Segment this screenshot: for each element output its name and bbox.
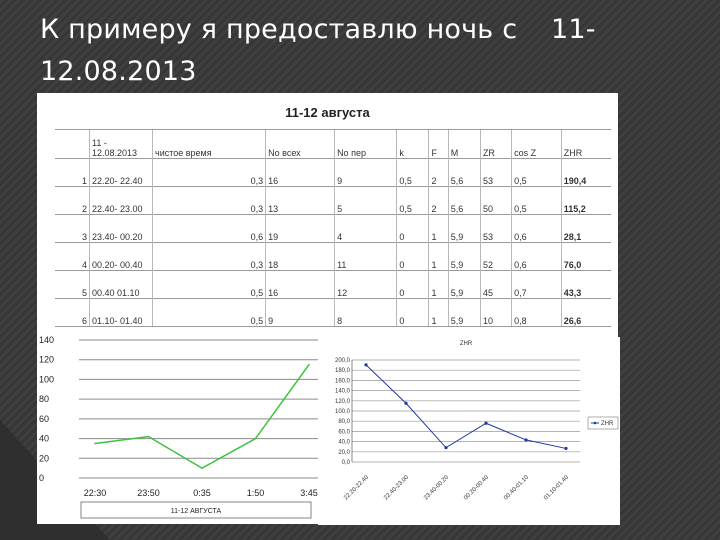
green-line-chart [37, 330, 328, 524]
table-cell: 0,3 [153, 187, 266, 215]
x-tick-label: 01.10-01.40 [543, 474, 571, 502]
table-cell: 5,9 [448, 271, 480, 299]
x-tick-label: 22.20-22.40 [343, 474, 371, 502]
table-cell: 53 [480, 215, 511, 243]
table-cell: 0,5 [512, 187, 562, 215]
table-cell: 1 [429, 271, 448, 299]
x-tick-label: 23.40-00.20 [423, 474, 451, 502]
slide-title-line1: К примеру я предоставлю ночь с [40, 14, 518, 45]
table-cell: 45 [480, 271, 511, 299]
table-header-row [55, 130, 611, 159]
table-header-cell [55, 130, 90, 159]
x-tick-label: 3:45 [300, 488, 318, 498]
table-header-cell: 11 - 12.08.2013 [90, 130, 153, 159]
x-tick-label: 22:30 [83, 488, 107, 498]
table-cell: 2 [55, 187, 90, 215]
table-cell: 1 [55, 159, 90, 187]
table-cell: 76,0 [561, 243, 611, 271]
y-tick-label: 140 [39, 335, 55, 345]
table-cell: 53 [480, 159, 511, 187]
table-cell: 00.20- 00.40 [90, 243, 153, 271]
slide-title-right: 11- [551, 14, 596, 45]
table-cell: 0 [397, 215, 429, 243]
table-cell: 52 [480, 243, 511, 271]
data-point [308, 364, 310, 366]
x-tick-label: 00.40-01.10 [503, 474, 531, 502]
table-row [55, 271, 611, 299]
table-cell: 5,9 [448, 243, 480, 271]
y-tick-label: 60,0 [338, 429, 350, 436]
table-cell: 01.10- 01.40 [90, 299, 153, 327]
y-tick-label: 180,0 [334, 368, 350, 375]
y-tick-label: 120,0 [334, 398, 350, 405]
table-cell: 2 [429, 187, 448, 215]
x-tick-label: 1:50 [246, 488, 265, 498]
table-cell: 10 [480, 299, 511, 327]
table-header-cell: k [397, 130, 429, 159]
table-body [55, 159, 611, 327]
table-cell: 6 [55, 299, 90, 327]
table-header-cell: Nо всех [266, 130, 335, 159]
table-cell: 5,6 [448, 187, 480, 215]
data-point [364, 363, 367, 366]
table-cell: 26,6 [561, 299, 611, 327]
table-cell: 1 [429, 215, 448, 243]
table-row [55, 299, 611, 327]
y-tick-label: 200,0 [334, 358, 350, 364]
table-cell: 4 [335, 215, 397, 243]
data-point [255, 438, 257, 440]
table-cell: 22.20- 22.40 [90, 159, 153, 187]
table-cell: 0,7 [512, 271, 562, 299]
table-cell: 1 [429, 299, 448, 327]
table-cell: 13 [266, 187, 335, 215]
table-cell: 0 [397, 243, 429, 271]
table-row [55, 215, 611, 243]
table-cell: 0,5 [512, 159, 562, 187]
table-cell: 190,4 [561, 159, 611, 187]
legend-marker [594, 422, 597, 425]
table-cell: 12 [335, 271, 397, 299]
blue-chart-svg [318, 337, 620, 525]
table-cell: 0,5 [153, 299, 266, 327]
table-cell: 43,3 [561, 271, 611, 299]
y-tick-label: 120 [39, 354, 55, 365]
blue-zhr-chart [318, 337, 620, 525]
table-cell: 00.40 01.10 [90, 271, 153, 299]
table-cell: 8 [335, 299, 397, 327]
data-point [94, 443, 96, 445]
y-tick-label: 40,0 [338, 439, 350, 446]
data-point [564, 447, 567, 450]
table-header-cell: ZR [480, 130, 511, 159]
x-tick-label: 22.40-23.00 [383, 474, 411, 502]
green-chart-svg [37, 330, 328, 524]
table-cell: 5,9 [448, 215, 480, 243]
table-cell: 9 [266, 299, 335, 327]
chart-title: ZHR [459, 341, 473, 347]
table-cell: 0,8 [512, 299, 562, 327]
x-tick-label: 00.20-00.40 [463, 474, 491, 502]
table-cell: 0,6 [512, 243, 562, 271]
table-header-cell: M [448, 130, 480, 159]
table-cell: 0,5 [153, 271, 266, 299]
y-tick-label: 160,0 [334, 378, 350, 385]
table-cell: 16 [266, 159, 335, 187]
table-row [55, 187, 611, 215]
table-cell: 2 [429, 159, 448, 187]
observation-table [55, 129, 611, 327]
series-line [95, 365, 309, 469]
data-point [444, 446, 447, 449]
y-tick-label: 0 [39, 473, 45, 483]
table-cell: 3 [55, 215, 90, 243]
table-cell: 0,3 [153, 243, 266, 271]
data-point [404, 402, 407, 405]
y-tick-label: 100 [39, 374, 55, 385]
y-tick-label: 100,0 [334, 409, 350, 415]
table-cell: 5,9 [448, 299, 480, 327]
table-cell: 115,2 [561, 187, 611, 215]
data-point [201, 467, 203, 469]
data-point [148, 436, 150, 438]
table-header-cell: F [429, 130, 448, 159]
table-cell: 5 [55, 271, 90, 299]
table-cell: 22.40- 23.00 [90, 187, 153, 215]
slide-title-line2: 12.08.2013 [40, 56, 197, 87]
y-tick-label: 0,0 [341, 460, 350, 466]
y-tick-label: 40 [39, 433, 50, 444]
y-tick-label: 80 [39, 394, 50, 405]
data-point [484, 422, 487, 425]
table-cell: 0 [397, 299, 429, 327]
table-cell: 11 [335, 243, 397, 271]
table-title: 11-12 августа [285, 105, 370, 120]
table-cell: 18 [266, 243, 335, 271]
legend-label: ZHR [601, 421, 614, 427]
y-tick-label: 20,0 [338, 449, 350, 456]
table-cell: 0,6 [512, 215, 562, 243]
table-header-cell: Nо пер [335, 130, 397, 159]
table-cell: 23.40- 00.20 [90, 215, 153, 243]
table-cell: 28,1 [561, 215, 611, 243]
table-cell: 16 [266, 271, 335, 299]
y-tick-label: 80,0 [338, 419, 350, 426]
data-point [524, 438, 527, 441]
table-cell: 0,5 [397, 187, 429, 215]
table-cell: 4 [55, 243, 90, 271]
y-tick-label: 60 [39, 413, 50, 424]
table-header-cell: чистое время [153, 130, 266, 159]
x-tick-label: 0:35 [193, 488, 211, 498]
y-tick-label: 140,0 [334, 388, 350, 395]
table-cell: 5 [335, 187, 397, 215]
table-cell: 1 [429, 243, 448, 271]
table-cell: 0,6 [153, 215, 266, 243]
series-line [366, 365, 566, 449]
x-tick-label: 23:50 [137, 488, 160, 498]
table-cell: 0 [397, 271, 429, 299]
table-cell: 0,5 [397, 159, 429, 187]
table-cell: 5,6 [448, 159, 480, 187]
table-header-cell: ZHR [561, 130, 611, 159]
table-header-cell: cos Z [512, 130, 562, 159]
observation-table-image [37, 93, 618, 337]
table-row [55, 243, 611, 271]
table-cell: 19 [266, 215, 335, 243]
table-row [55, 159, 611, 187]
table-cell: 9 [335, 159, 397, 187]
table-cell: 0,3 [153, 159, 266, 187]
table-cell: 50 [480, 187, 511, 215]
y-tick-label: 20 [39, 453, 50, 464]
x-axis-caption: 11-12 АВГУСТА [170, 508, 222, 515]
